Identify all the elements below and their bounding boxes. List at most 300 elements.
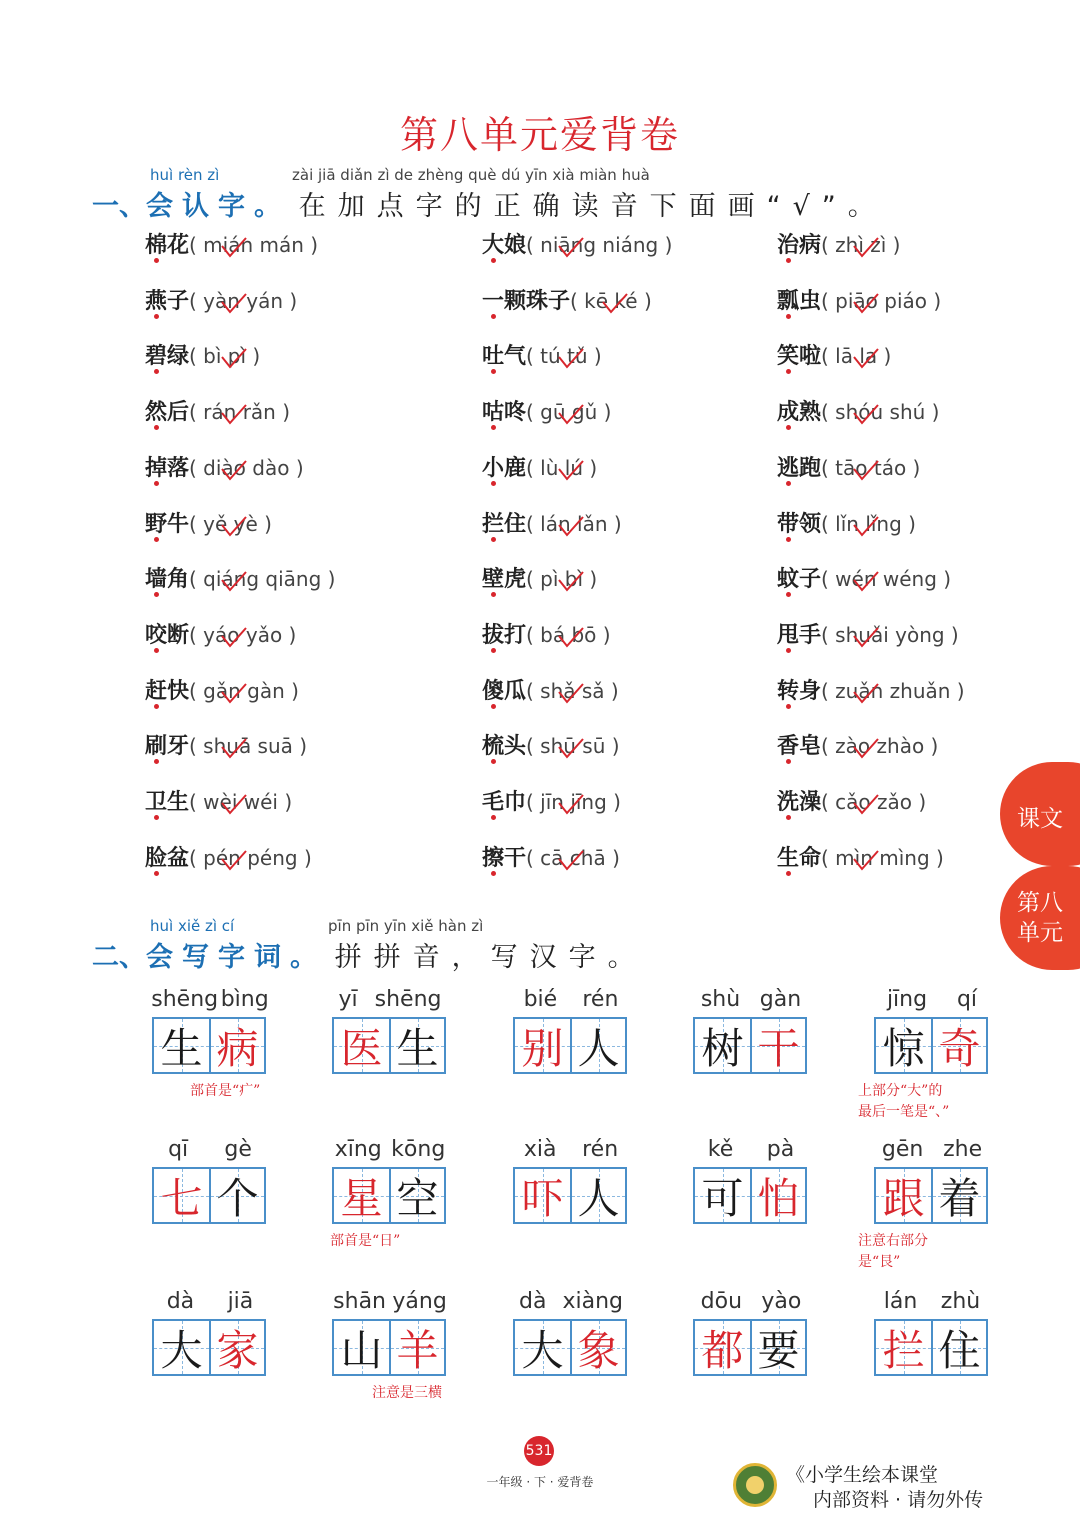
check-mark-icon	[851, 345, 881, 371]
brand-line1: 《小学生绘本课堂	[786, 1464, 939, 1486]
write-word-pinyin	[150, 1137, 270, 1162]
pinyin-syllable: xīng	[334, 1137, 382, 1162]
section2-pinyin-right: pīn pīn yīn xiě hàn zì	[328, 917, 484, 935]
pinyin-syllable: dōu	[700, 1289, 743, 1314]
pinyin-syllable: jīng	[886, 987, 928, 1012]
check-mark-icon	[556, 568, 586, 594]
grid-cell	[695, 1321, 750, 1374]
grid-cell	[876, 1169, 931, 1222]
pinyin-syllable: rén	[582, 987, 619, 1012]
reading-item	[482, 674, 619, 705]
grid-cell	[876, 1321, 931, 1374]
section2-instruction: 拼拼音，写汉字	[334, 942, 608, 973]
hanzi-character: 医	[340, 1023, 383, 1073]
check-mark-icon	[556, 457, 586, 483]
emphasis-dot	[786, 759, 791, 764]
grid-cell	[334, 1321, 389, 1374]
write-word-note: 上部分“大”的 最后一笔是“、”	[858, 1083, 950, 1120]
reading-item-word: 擦干	[482, 844, 527, 871]
pinyin-syllable: lán	[883, 1289, 918, 1314]
grid-cell	[389, 1169, 444, 1222]
pinyin-syllable: dà	[519, 1289, 547, 1314]
check-mark-icon	[219, 847, 249, 873]
reading-item	[482, 785, 621, 816]
tian-grid	[874, 1017, 988, 1074]
reading-item-word: 转身	[777, 677, 822, 704]
write-word-pinyin	[691, 1137, 811, 1162]
pinyin-syllable: qī	[168, 1137, 189, 1162]
check-mark-icon	[851, 401, 881, 427]
emphasis-dot	[491, 537, 496, 542]
hanzi-character: 象	[577, 1325, 620, 1375]
reading-item-word: 小鹿	[482, 454, 527, 481]
pinyin-syllable: xià	[523, 1137, 557, 1162]
emphasis-dot	[154, 704, 159, 709]
tian-grid	[693, 1167, 807, 1224]
reading-item-word: 大娘	[482, 232, 527, 258]
reading-item-word: 脸盆	[145, 844, 190, 871]
section2-number: 二、	[92, 942, 146, 973]
check-mark-icon	[556, 791, 586, 817]
reading-item	[145, 841, 312, 872]
write-word-pinyin	[511, 987, 631, 1012]
emphasis-dot	[786, 481, 791, 486]
reading-item	[145, 674, 299, 705]
hanzi-character: 七	[160, 1173, 203, 1223]
reading-item-options: ( rán rǎn )	[189, 400, 291, 425]
reading-item-options: ( shuǎi yòng )	[821, 622, 959, 647]
reading-item-word: 吐气	[482, 343, 527, 370]
write-word-pinyin	[150, 987, 270, 1012]
reading-item-options: ( yě yè )	[189, 511, 272, 536]
grid-cell	[515, 1321, 570, 1374]
check-mark-icon	[851, 234, 881, 260]
grid-cell	[750, 1169, 805, 1222]
section1-number: 一、	[92, 191, 146, 222]
reading-item-word: 碧绿	[145, 343, 190, 370]
page-title: 第八单元爱背卷	[399, 113, 680, 157]
emphasis-dot	[786, 314, 791, 319]
reading-item-word: 毛巾	[482, 789, 527, 815]
pinyin-syllable: yī	[338, 987, 358, 1012]
reading-item	[777, 507, 916, 538]
reading-item	[145, 729, 307, 760]
grid-cell	[389, 1321, 444, 1374]
emphasis-dot	[786, 369, 791, 374]
emphasis-dot	[491, 258, 496, 263]
write-word-pinyin	[330, 1289, 450, 1314]
check-mark-icon	[851, 735, 881, 761]
pinyin-syllable: kōng	[391, 1137, 446, 1162]
page-number-badge: 531	[524, 1436, 554, 1466]
hanzi-character: 都	[701, 1325, 744, 1375]
check-mark-icon	[851, 791, 881, 817]
hanzi-character: 跟	[882, 1173, 925, 1223]
grid-cell	[931, 1169, 986, 1222]
reading-item-options: ( mìn mìng )	[821, 845, 944, 870]
emphasis-dot	[786, 704, 791, 709]
write-word-note: 部首是“疒”	[190, 1083, 261, 1099]
reading-item-options: ( bá bō )	[526, 622, 611, 647]
reading-item-options: ( cā chā )	[526, 845, 620, 870]
reading-item	[145, 284, 297, 315]
pinyin-syllable: shù	[700, 987, 741, 1012]
grid-cell	[154, 1321, 209, 1374]
tian-grid	[152, 1319, 266, 1376]
hanzi-character: 怕	[757, 1173, 800, 1223]
reading-item-word: 壁虎	[482, 566, 527, 593]
check-mark-icon	[851, 568, 881, 594]
tian-grid	[693, 1017, 807, 1074]
emphasis-dot	[491, 314, 496, 319]
tian-grid	[513, 1167, 627, 1224]
reading-item-word: 卫生	[145, 789, 190, 815]
check-mark-icon	[556, 847, 586, 873]
check-mark-icon	[851, 680, 881, 706]
section1-title: 会认字	[146, 191, 254, 222]
reading-item	[482, 451, 597, 482]
reading-item	[777, 228, 900, 259]
write-word-pinyin	[511, 1289, 631, 1314]
tian-grid	[152, 1167, 266, 1224]
reading-item	[777, 339, 891, 370]
reading-item	[482, 841, 620, 872]
emphasis-dot	[154, 759, 159, 764]
pinyin-syllable: zhe	[943, 1137, 983, 1162]
hanzi-character: 别	[521, 1023, 564, 1073]
grid-cell	[515, 1169, 570, 1222]
grid-cell	[695, 1019, 750, 1072]
reading-item-options: ( diào dào )	[189, 455, 304, 480]
reading-item-options: ( shóu shú )	[821, 400, 940, 425]
section2-heading	[92, 935, 647, 974]
write-word-pinyin	[330, 1137, 450, 1162]
hanzi-character: 要	[757, 1325, 800, 1375]
reading-item-options: ( kē ké )	[570, 288, 652, 313]
section2-end-dot: 。	[607, 942, 647, 973]
reading-item-word: 香皂	[777, 733, 822, 760]
emphasis-dot	[491, 369, 496, 374]
section1-end-dot: 。	[847, 191, 887, 222]
reading-item-word: 瓢虫	[777, 287, 822, 314]
hanzi-character: 吓	[521, 1173, 564, 1223]
hanzi-character: 病	[216, 1023, 259, 1073]
reading-item	[482, 507, 622, 538]
grid-cell	[931, 1019, 986, 1072]
grid-cell	[389, 1019, 444, 1072]
reading-item-word: 傻瓜	[482, 677, 527, 704]
section1-check-mark: “√”	[766, 191, 848, 222]
hanzi-character: 羊	[396, 1325, 439, 1375]
grid-cell	[876, 1019, 931, 1072]
hanzi-character: 个	[216, 1173, 259, 1223]
section2-pinyin-left: huì xiě zì cí	[150, 917, 235, 935]
section1-heading	[92, 184, 887, 223]
reading-item-word: 拔打	[482, 621, 527, 648]
grid-cell	[931, 1321, 986, 1374]
reading-item	[145, 451, 304, 482]
emphasis-dot	[154, 592, 159, 597]
check-mark-icon	[556, 624, 586, 650]
check-mark-icon	[219, 791, 249, 817]
check-mark-icon	[851, 457, 881, 483]
reading-item-options: ( gū gǔ )	[526, 400, 612, 425]
reading-item-word: 洗澡	[777, 789, 822, 815]
check-mark-icon	[600, 290, 630, 316]
pinyin-syllable: pà	[766, 1137, 795, 1162]
tian-grid	[152, 1017, 266, 1074]
pinyin-syllable: shēng	[151, 987, 219, 1012]
reading-item-word: 蚊子	[777, 566, 822, 593]
tab-unit-eight[interactable]	[1000, 866, 1080, 970]
write-word-pinyin	[872, 1137, 992, 1162]
reading-item-options: ( lán lǎn )	[526, 511, 622, 536]
reading-item	[777, 841, 944, 872]
section1-pinyin-left: huì rèn zì	[150, 166, 220, 184]
emphasis-dot	[786, 258, 791, 263]
check-mark-icon	[219, 624, 249, 650]
tian-grid	[693, 1319, 807, 1376]
reading-item-options: ( zuǎn zhuǎn )	[821, 678, 965, 703]
brand-logo	[733, 1463, 777, 1507]
hanzi-character: 家	[216, 1325, 259, 1375]
reading-item-options: ( wén wéng )	[821, 567, 952, 592]
reading-item	[145, 785, 292, 816]
emphasis-dot	[786, 815, 791, 820]
pinyin-syllable: zhù	[940, 1289, 981, 1314]
pinyin-syllable: yáng	[392, 1289, 447, 1314]
pinyin-syllable: gēn	[881, 1137, 924, 1162]
write-word-note: 注意是三横	[372, 1385, 442, 1401]
reading-item-options: ( zhì zì )	[821, 233, 901, 257]
reading-item	[777, 618, 959, 649]
pinyin-syllable: dà	[166, 1289, 195, 1314]
tian-grid	[513, 1319, 627, 1376]
emphasis-dot	[491, 759, 496, 764]
hanzi-character: 拦	[882, 1325, 925, 1375]
reading-item-options: ( bì pì )	[189, 344, 261, 369]
reading-item-word: 掉落	[145, 454, 190, 481]
footer-text: 一年级 · 下 · 爱背卷	[486, 1475, 594, 1489]
emphasis-dot	[491, 425, 496, 430]
tab-text-label: 课文	[1017, 806, 1063, 832]
reading-item-options: ( cǎo zǎo )	[821, 790, 927, 814]
reading-item-options: ( gǎn gàn )	[189, 678, 299, 703]
reading-item	[777, 674, 965, 705]
pinyin-syllable: bìng	[220, 987, 269, 1012]
reading-item-options: ( jīn jīng )	[526, 790, 621, 814]
emphasis-dot	[491, 481, 496, 486]
tian-grid	[332, 1017, 446, 1074]
hanzi-character: 人	[577, 1173, 620, 1223]
reading-item-word: 燕子	[145, 287, 190, 314]
emphasis-dot	[154, 815, 159, 820]
reading-item-word: 生命	[777, 844, 822, 871]
pinyin-syllable: yào	[761, 1289, 802, 1314]
section2-dot: 。	[290, 942, 326, 973]
grid-cell	[209, 1321, 264, 1374]
emphasis-dot	[154, 537, 159, 542]
reading-item-word: 棉花	[145, 232, 190, 258]
reading-item	[777, 395, 939, 426]
emphasis-dot	[154, 258, 159, 263]
emphasis-dot	[154, 369, 159, 374]
hanzi-character: 惊	[882, 1023, 925, 1073]
reading-item-options: ( yáo yǎo )	[189, 622, 297, 647]
write-word-pinyin	[330, 987, 450, 1012]
emphasis-dot	[786, 537, 791, 542]
grid-cell	[154, 1019, 209, 1072]
reading-item	[482, 729, 620, 760]
pinyin-syllable: rén	[582, 1137, 619, 1162]
reading-item-options: ( pì bì )	[526, 567, 598, 592]
check-mark-icon	[219, 680, 249, 706]
tab-text[interactable]	[1000, 762, 1080, 866]
reading-item-word: 一颗珠子	[482, 287, 571, 314]
hanzi-character: 奇	[938, 1023, 981, 1073]
grid-cell	[695, 1169, 750, 1222]
reading-item-options: ( mián mán )	[189, 233, 319, 257]
reading-item-options: ( piāo piáo )	[821, 288, 942, 313]
hanzi-character: 生	[396, 1023, 439, 1073]
emphasis-dot	[786, 592, 791, 597]
grid-cell	[570, 1321, 625, 1374]
hanzi-character: 树	[701, 1023, 744, 1073]
hanzi-character: 山	[340, 1325, 383, 1375]
check-mark-icon	[219, 401, 249, 427]
tian-grid	[332, 1319, 446, 1376]
hanzi-character: 住	[938, 1325, 981, 1375]
emphasis-dot	[491, 815, 496, 820]
emphasis-dot	[491, 648, 496, 653]
section2-title: 会写字词	[146, 942, 290, 973]
write-word-note: 注意右部分 是“艮”	[858, 1233, 928, 1270]
pinyin-syllable: bié	[523, 987, 558, 1012]
reading-item-word: 梳头	[482, 733, 527, 760]
hanzi-character: 干	[757, 1023, 800, 1073]
hanzi-character: 大	[521, 1325, 564, 1375]
tian-grid	[332, 1167, 446, 1224]
reading-item-word: 成熟	[777, 399, 822, 426]
check-mark-icon	[219, 290, 249, 316]
tian-grid	[874, 1319, 988, 1376]
tian-grid	[513, 1017, 627, 1074]
pinyin-syllable: shēng	[374, 987, 442, 1012]
pinyin-syllable: shān	[333, 1289, 387, 1314]
reading-item	[482, 562, 597, 593]
write-word-pinyin	[511, 1137, 631, 1162]
hanzi-character: 着	[938, 1173, 981, 1223]
grid-cell	[750, 1321, 805, 1374]
check-mark-icon	[219, 345, 249, 371]
write-word-pinyin	[691, 1289, 811, 1314]
reading-item-options: ( shǎ sǎ )	[526, 678, 619, 703]
reading-item	[777, 451, 920, 482]
check-mark-icon	[219, 513, 249, 539]
check-mark-icon	[851, 513, 881, 539]
pinyin-syllable: qí	[956, 987, 978, 1012]
grid-cell	[154, 1169, 209, 1222]
check-mark-icon	[219, 568, 249, 594]
reading-item-options: ( lā la )	[821, 344, 892, 369]
reading-item	[145, 339, 260, 370]
reading-item-options: ( wèi wéi )	[189, 790, 293, 814]
reading-item	[482, 339, 602, 370]
emphasis-dot	[786, 425, 791, 430]
brand-line2: 内部资料 · 请勿外传	[813, 1489, 984, 1511]
hanzi-character: 可	[701, 1173, 744, 1223]
pinyin-syllable: xiàng	[562, 1289, 623, 1314]
grid-cell	[334, 1019, 389, 1072]
section1-instruction: 在加点字的正确读音下面画	[298, 191, 767, 222]
pinyin-syllable: jiā	[227, 1289, 254, 1314]
reading-item-options: ( zào zhào )	[821, 734, 939, 759]
hanzi-character: 星	[340, 1173, 383, 1223]
grid-cell	[334, 1169, 389, 1222]
check-mark-icon	[556, 513, 586, 539]
write-word-pinyin	[691, 987, 811, 1012]
check-mark-icon	[219, 457, 249, 483]
reading-item	[777, 562, 951, 593]
reading-item-word: 拦住	[482, 510, 527, 537]
reading-item-options: ( qiáng qiāng )	[189, 567, 336, 592]
reading-item	[145, 395, 290, 426]
hanzi-character: 空	[396, 1173, 439, 1223]
reading-item-options: ( shuā suā )	[189, 734, 308, 759]
grid-cell	[209, 1019, 264, 1072]
reading-item-word: 带领	[777, 510, 822, 537]
reading-item-word: 刷牙	[145, 733, 190, 760]
reading-item	[777, 284, 941, 315]
check-mark-icon	[556, 401, 586, 427]
grid-cell	[209, 1169, 264, 1222]
hanzi-character: 大	[160, 1325, 203, 1375]
reading-item-word: 咬断	[145, 621, 190, 648]
check-mark-icon	[851, 847, 881, 873]
reading-item-word: 赶快	[145, 677, 190, 704]
hanzi-character: 人	[577, 1023, 620, 1073]
reading-item	[145, 562, 335, 593]
emphasis-dot	[491, 871, 496, 876]
emphasis-dot	[786, 648, 791, 653]
pinyin-syllable: kě	[707, 1137, 734, 1162]
reading-item-options: ( niāng niáng )	[526, 233, 673, 257]
pinyin-syllable: gàn	[759, 987, 802, 1012]
reading-item-options: ( tāo táo )	[821, 455, 921, 480]
reading-item-word: 甩手	[777, 621, 822, 648]
reading-item-word: 逃跑	[777, 454, 822, 481]
tian-grid	[874, 1167, 988, 1224]
grid-cell	[570, 1019, 625, 1072]
check-mark-icon	[556, 735, 586, 761]
reading-item	[482, 395, 611, 426]
emphasis-dot	[154, 871, 159, 876]
emphasis-dot	[491, 592, 496, 597]
reading-item-options: ( lǐn lǐng )	[821, 511, 916, 536]
reading-item-options: ( lù lú )	[526, 455, 598, 480]
check-mark-icon	[219, 735, 249, 761]
reading-item	[777, 729, 938, 760]
check-mark-icon	[219, 234, 249, 260]
emphasis-dot	[154, 481, 159, 486]
reading-item	[145, 618, 296, 649]
write-word-pinyin	[150, 1289, 270, 1314]
write-word-note: 部首是“日”	[330, 1233, 401, 1249]
write-word-pinyin	[872, 1289, 992, 1314]
check-mark-icon	[556, 680, 586, 706]
reading-item-word: 咕咚	[482, 399, 527, 426]
emphasis-dot	[491, 704, 496, 709]
